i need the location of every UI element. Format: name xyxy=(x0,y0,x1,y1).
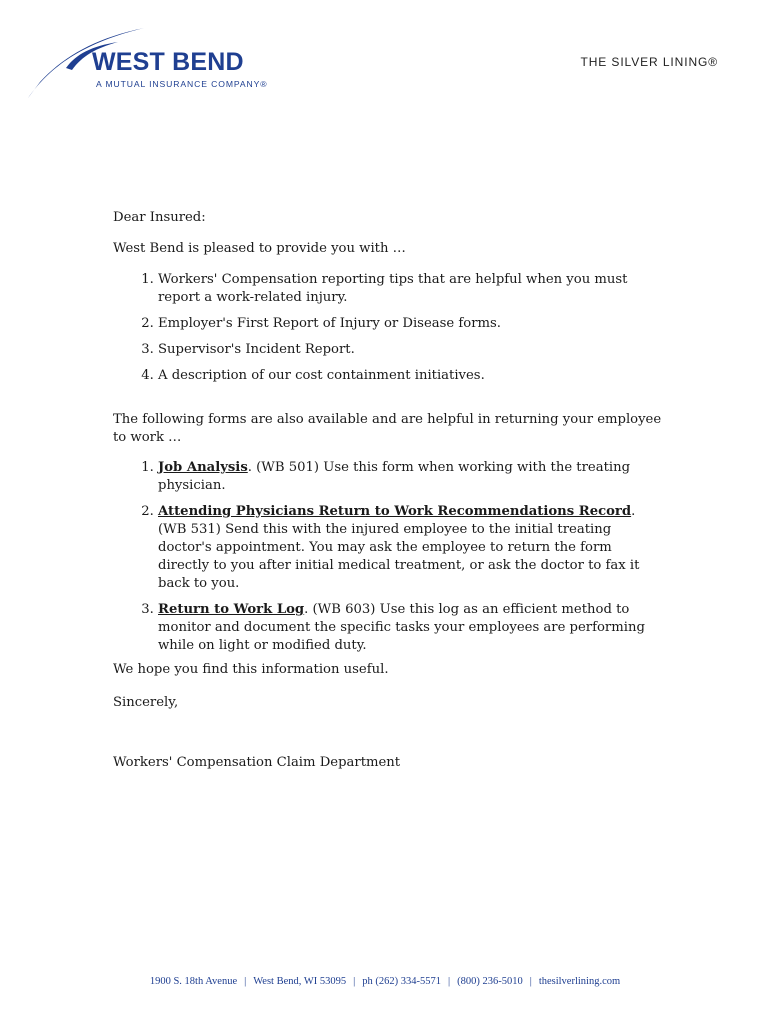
forms-list xyxy=(113,459,665,655)
return-to-work-log-link[interactable]: Return to Work Log xyxy=(158,602,305,617)
footer-separator: | xyxy=(529,976,532,987)
footer-contact xyxy=(0,976,770,987)
physicians-record-link[interactable]: Attending Physicians Return to Work Recommendations Record xyxy=(158,504,632,519)
list-item: 2. Employer's First Report of Injury or Disease forms. xyxy=(158,315,665,333)
signature: Workers' Compensation Claim Department xyxy=(113,755,401,770)
company-subtitle: A MUTUAL INSURANCE COMPANY® xyxy=(96,79,268,89)
footer-separator: | xyxy=(353,976,356,987)
list-item: 3. Supervisor's Incident Report. xyxy=(158,341,665,359)
footer-website[interactable]: thesilverlining.com xyxy=(538,976,621,987)
brand-tagline: THE SILVER LINING® xyxy=(580,55,718,69)
form-item-return-to-work-log xyxy=(158,601,665,655)
form-item-physicians-record xyxy=(158,503,665,593)
letter-body xyxy=(113,209,665,772)
west-bend-logo xyxy=(26,22,288,102)
job-analysis-link[interactable]: Job Analysis xyxy=(158,460,248,475)
sign-off: Sincerely, xyxy=(113,695,179,710)
footer-phone: ph (262) 334-5571 xyxy=(362,976,441,987)
form-description: . (WB 603) Use this log as an efficient method to monitor and document the specific tasks your employees are performing while on light or modified duty. xyxy=(158,602,645,653)
footer-address: 1900 S. 18th Avenue xyxy=(149,976,238,987)
forms-intro: The following forms are also available and are helpful in returning your employee to work … xyxy=(113,412,662,445)
form-description: . (WB 501) Use this form when working with the treating physician. xyxy=(158,460,631,493)
provided-items-list xyxy=(113,271,665,385)
salutation: Dear Insured: xyxy=(113,210,206,225)
list-item: 1. Workers' Compensation reporting tips that are helpful when you must report a work-related injury. xyxy=(158,271,665,307)
company-name: WEST BEND xyxy=(92,48,244,76)
footer-city: West Bend, WI 53095 xyxy=(253,976,347,987)
footer-separator: | xyxy=(244,976,247,987)
list-item: 4. A description of our cost containment initiatives. xyxy=(158,367,665,385)
closing-line: We hope you find this information useful. xyxy=(113,662,389,677)
footer-tollfree: (800) 236-5010 xyxy=(457,976,523,987)
intro-line: West Bend is pleased to provide you with … xyxy=(113,241,406,256)
footer-separator: | xyxy=(447,976,451,987)
form-item-job-analysis xyxy=(158,459,665,495)
form-description: . (WB 531) Send this with the injured employee to the initial treating doctor's appointment. You may ask the employee to return the form directly to you after initial medical treatment, or ask the doctor to fax it back to you. xyxy=(158,504,640,591)
